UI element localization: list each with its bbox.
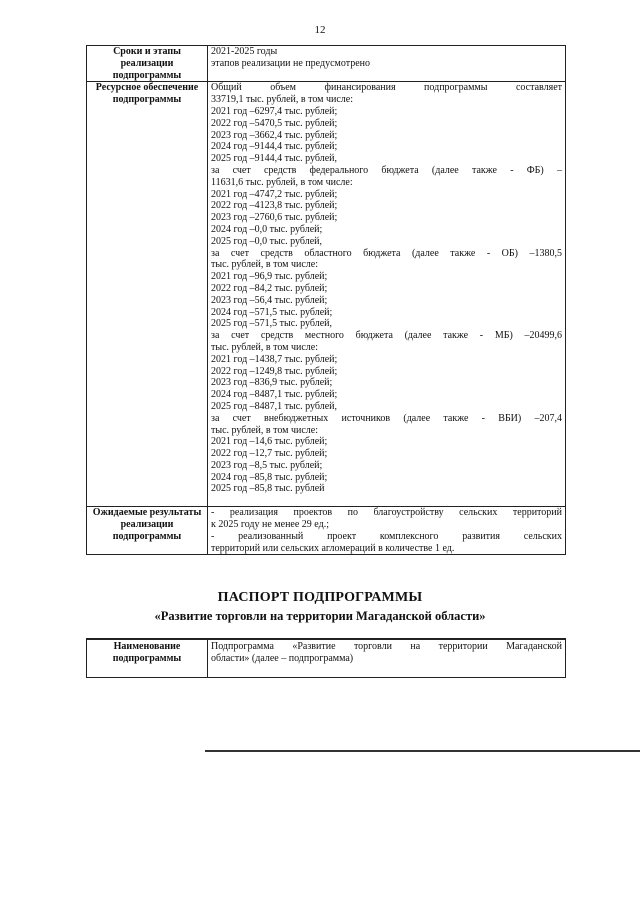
- funding-line: 2023 год –836,9 тыс. рублей;: [211, 377, 333, 389]
- row-value-funding: [208, 82, 566, 507]
- funding-line: 2025 год –8487,1 тыс. рублей,: [211, 400, 338, 412]
- row-label-name: Наименование подпрограммы: [87, 639, 208, 677]
- table-row-funding: [87, 82, 566, 507]
- passport-heading: ПАСПОРТ ПОДПРОГРАММЫ: [217, 590, 423, 605]
- funding-line: 2024 год –0,0 тыс. рублей;: [211, 223, 323, 235]
- funding-line: тыс. рублей, в том числе:: [211, 341, 319, 353]
- funding-line: 2021 год –96,9 тыс. рублей;: [211, 271, 328, 283]
- funding-line: 2025 год –571,5 тыс. рублей,: [211, 318, 333, 330]
- funding-line: 2024 год –571,5 тыс. рублей;: [211, 306, 333, 318]
- funding-line: 2025 год –85,8 тыс. рублей: [211, 483, 325, 495]
- row-label-timing: Сроки и этапы реализации подпрограммы: [87, 46, 208, 82]
- subprogram-passport-table: [86, 45, 566, 555]
- funding-line: 11631,6 тыс. рублей, в том числе:: [211, 176, 353, 188]
- row-value-name: [208, 639, 566, 677]
- funding-line: 2023 год –8,5 тыс. рублей;: [211, 459, 323, 471]
- funding-line: 2022 год –84,2 тыс. рублей;: [211, 282, 328, 294]
- funding-line: за счет средств областного бюджета (далее также - ОБ) –1380,5: [211, 247, 562, 259]
- results-line: территорий или сельских агломераций в количестве 1 ед.: [211, 542, 455, 554]
- funding-line: 2021 год –4747,2 тыс. рублей;: [211, 188, 338, 200]
- funding-line: 2022 год –4123,8 тыс. рублей;: [211, 200, 338, 212]
- results-line: - реализованный проект комплексного развития сельских: [211, 530, 562, 542]
- funding-line: тыс. рублей, в том числе:: [211, 259, 319, 271]
- timing-line: этапов реализации не предусмотрено: [211, 57, 370, 69]
- row-value-results: [208, 507, 566, 555]
- table-row-results: [87, 507, 566, 555]
- funding-line: 2025 год –0,0 тыс. рублей,: [211, 235, 323, 247]
- name-line: Подпрограмма «Развитие торговли на территории Магаданской: [211, 641, 562, 652]
- funding-line: 2023 год –56,4 тыс. рублей;: [211, 294, 328, 306]
- funding-line: 2021 год –1438,7 тыс. рублей;: [211, 353, 338, 365]
- funding-line: Общий объем финансирования подпрограммы составляет: [211, 82, 562, 94]
- funding-line: 2024 год –85,8 тыс. рублей;: [211, 471, 328, 483]
- name-line: области» (далее – подпрограмма): [211, 652, 354, 664]
- timing-line: 2021-2025 годы: [211, 46, 278, 57]
- funding-line: за счет средств федерального бюджета (далее также - ФБ) –: [211, 164, 562, 176]
- funding-line: 2024 год –8487,1 тыс. рублей;: [211, 389, 338, 401]
- funding-line: за счет средств местного бюджета (далее также - МБ) –20499,6: [211, 330, 562, 342]
- table-row-name: [87, 639, 566, 677]
- passport-subheading: «Развитие торговли на территории Магаданской области»: [154, 609, 486, 623]
- funding-line: 2022 год –1249,8 тыс. рублей;: [211, 365, 338, 377]
- results-line: к 2025 году не менее 29 ед.;: [211, 519, 329, 531]
- page-number: 12: [314, 24, 326, 36]
- trade-subprogram-passport-table: [86, 638, 566, 678]
- results-line: - реализация проектов по благоустройству сельских территорий: [211, 507, 562, 519]
- funding-line: 2021 год –14,6 тыс. рублей;: [211, 436, 328, 448]
- funding-line: 2022 год –5470,5 тыс. рублей;: [211, 117, 338, 129]
- funding-line: 2024 год –9144,4 тыс. рублей;: [211, 141, 338, 153]
- funding-line: тыс. рублей, в том числе:: [211, 424, 319, 436]
- funding-line: 2023 год –3662,4 тыс. рублей;: [211, 129, 338, 141]
- funding-line: 33719,1 тыс. рублей, в том числе:: [211, 94, 354, 106]
- footer-rule: [205, 750, 640, 752]
- funding-line: 2022 год –12,7 тыс. рублей;: [211, 448, 328, 460]
- row-label-results: Ожидаемые результаты реализации подпрограммы: [87, 507, 208, 555]
- table-row-timing: [87, 46, 566, 82]
- row-value-timing: [208, 46, 566, 82]
- funding-line: 2023 год –2760,6 тыс. рублей;: [211, 212, 338, 224]
- funding-spacer: [211, 495, 562, 506]
- funding-line: 2025 год –9144,4 тыс. рублей,: [211, 153, 338, 165]
- funding-line: 2021 год –6297,4 тыс. рублей;: [211, 105, 338, 117]
- row-label-funding: Ресурсное обеспечение подпрограммы: [87, 82, 208, 507]
- funding-line: за счет внебюджетных источников (далее также - ВБИ) –207,4: [211, 412, 562, 424]
